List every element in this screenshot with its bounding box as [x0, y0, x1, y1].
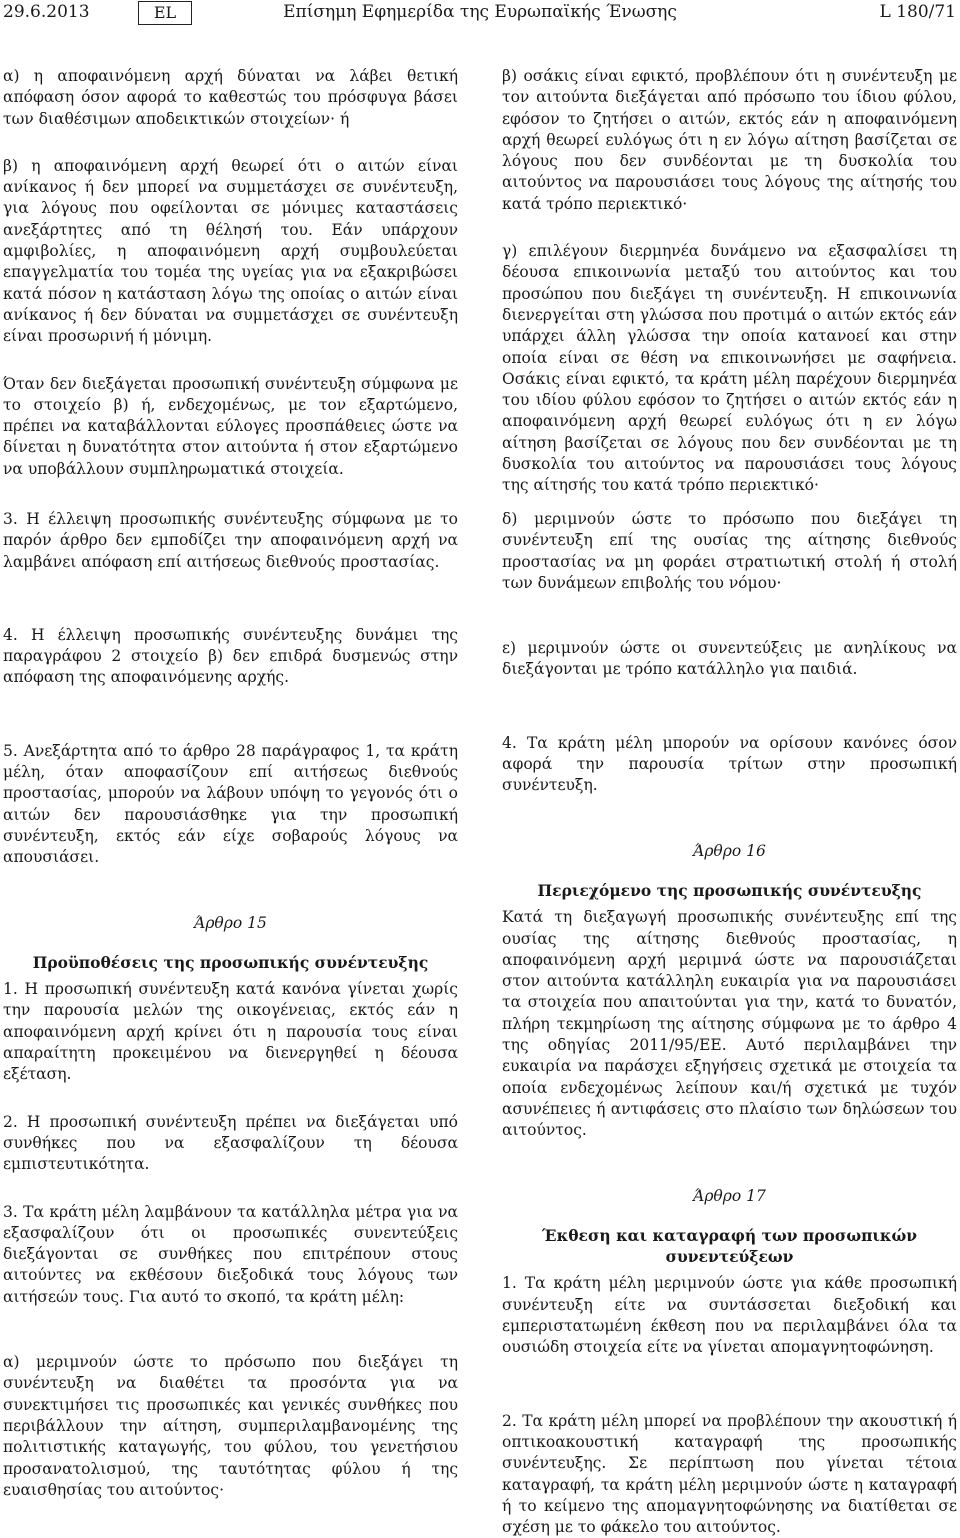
- journal-title: Επίσημη Εφημερίδα της Ευρωπαϊκής Ένωσης: [283, 2, 677, 22]
- article-15-para-3: 3. Τα κράτη μέλη λαμβάνουν τα κατάλληλα μέτρα για να εξασφαλίζουν ότι οι προσωπικές συνεντεύξεις διεξάγονται σε συνθήκες που επιτρέπουν στους αιτούντες να εκθέσουν διεξοδικά τους λόγους των αιτήσεών τους. Για αυτό το σκοπό, τα κράτη μέλη:: [3, 1202, 458, 1306]
- article-15-item-c: γ) επιλέγουν διερμηνέα δυνάμενο να εξασφαλίσει τη δέουσα επικοινωνία μεταξύ του αιτούντος και του προσώπου που διεξάγει τη συνέντευξη. Η επικοινωνία διενεργείται στη γλώσσα που προτιμά ο αιτών εκτός εάν υπάρχει άλλη γλώσσα την οποία κατανοεί και στην οποία είναι σε θέση να επικοινωνήσει με σαφήνεια. Οσάκις είναι εφικτό, τα κράτη μέλη παρέχουν διερμηνέα του ιδίου φύλου εφόσον το ζητήσει ο αιτών εκτός εάν η αποφαινόμενη αρχή θεωρεί ευλόγως ότι η εν λόγω αίτηση βασίζεται σε λόγους που δεν συνδέονται με τη δυσκολία του αιτούντος να παρουσιάσει τους λόγους της αίτησής του κατά τρόπο περιεκτικό·: [502, 242, 957, 495]
- article-15-para-2: 2. Η προσωπική συνέντευξη πρέπει να διεξάγεται υπό συνθήκες που να εξασφαλίζουν τη δέουσα εμπιστευτικότητα.: [3, 1112, 458, 1174]
- article-16-heading: Περιεχόμενο της προσωπικής συνέντευξης: [537, 880, 922, 900]
- publication-date: 29.6.2013: [3, 2, 90, 22]
- article-16-body: Κατά τη διεξαγωγή προσωπικής συνέντευξης επί της ουσίας της αίτησης διεθνούς προστασίας, η αποφαινόμενη αρχή μεριμνά ώστε να παρουσιάζεται στον αιτούντα κατάλληλη ευκαιρία για να παρουσιάσει τα στοιχεία που απαιτούνται για την, κατά το δυνατόν, πλήρη τεκμηρίωση της αίτησης σύμφωνα με το άρθρο 4 της οδηγίας 2011/95/ΕΕ. Αυτό περιλαμβάνει την ευκαιρία να παράσχει εξηγήσεις σχετικά με στοιχεία τα οποία ενδεχομένως λείπουν και/ή σχετικά με τυχόν ασυνέπειες ή αντιφάσεις στο πλαίσιο των δηλώσεων του αιτούντος.: [502, 908, 957, 1140]
- article-17-heading: Έκθεση και καταγραφή των προσωπικών συνεντεύξεων: [541, 1225, 918, 1267]
- article-15-item-d: δ) μεριμνούν ώστε το πρόσωπο που διεξάγει τη συνέντευξη επί της ουσίας της αίτησης διεθνούς προστασίας να μη φοράει στρατιωτική στολή ή στολή των δυνάμεων επιβολής του νόμου·: [502, 510, 957, 592]
- paragraph-no-interview: Όταν δεν διεξάγεται προσωπική συνέντευξη σύμφωνα με το στοιχείο β) ή, ενδεχομένως, με τον εξαρτώμενο, πρέπει να καταβάλλονται εύλογες προσπάθειες ώστε να δίνεται η δυνατότητα στον αιτούντα ή στον εξαρτώμενο να υποβάλλουν συμπληρωματικά στοιχεία.: [3, 374, 458, 478]
- article-17-title: Άρθρο 17: [693, 1186, 766, 1205]
- article-15-para-1: 1. Η προσωπική συνέντευξη κατά κανόνα γίνεται χωρίς την παρουσία μελών της οικογένειας, εκτός εάν η αποφαινόμενη αρχή κρίνει ότι η παρουσία τους είναι απαραίτητη προκειμένου να διενεργηθεί η δέουσα εξέταση.: [3, 980, 458, 1084]
- article-15-item-e: ε) μεριμνούν ώστε οι συνεντεύξεις με ανηλίκους να διεξάγονται με τρόπο κατάλληλο για παιδιά.: [502, 639, 957, 679]
- item-a: α) η αποφαινόμενη αρχή δύναται να λάβει θετική απόφαση όσον αφορά το καθεστώς του πρόσφυγα βάσει των διαθέσιμων αποδεικτικών στοιχείων· ή: [3, 67, 458, 128]
- article-15-heading: Προϋποθέσεις της προσωπικής συνέντευξης: [32, 952, 429, 972]
- right-column-lower: [502, 509, 957, 1538]
- article-15-item-a: α) μεριμνούν ώστε το πρόσωπο που διεξάγει τη συνέντευξη να διαθέτει τα προσόντα για να συνεκτιμήσει τις προσωπικές και γενικές συνθήκες που περιβάλλουν την αίτηση, συμπεριλαμβανομένης της πολιτιστικής καταγωγής, του φύλου, του γενετήσιου προσανατολισμού, της ταυτότητας φύλου ή της ευαισθησίας του αιτούντος·: [3, 1353, 458, 1499]
- page-number: L 180/71: [879, 2, 956, 22]
- left-column: [3, 66, 458, 480]
- article-15-title: Άρθρο 15: [194, 913, 267, 932]
- paragraph-3: 3. Η έλλειψη προσωπικής συνέντευξης σύμφωνα με το παρόν άρθρο δεν εμποδίζει την αποφαινόμενη αρχή να λαμβάνει απόφαση επί αιτήσεως διεθνούς προστασίας.: [3, 510, 458, 571]
- article-16-title: Άρθρο 16: [693, 841, 766, 860]
- paragraph-4: 4. Η έλλειψη προσωπικής συνέντευξης δυνάμει της παραγράφου 2 στοιχείο β) δεν επιδρά δυσμενώς στην απόφαση της αποφαινόμενης αρχής.: [3, 625, 458, 687]
- paragraph-5: 5. Ανεξάρτητα από το άρθρο 28 παράγραφος 1, τα κράτη μέλη, όταν αποφασίζουν επί αιτήσεως διεθνούς προστασίας, μπορούν να λάβουν υπόψη το γεγονός ότι ο αιτών δεν παρουσιάσθηκε για την προσωπική συνέντευξη, εκτός εάν είχε σοβαρούς λόγους να απουσιάσει.: [3, 741, 458, 867]
- article-15-para-4: 4. Τα κράτη μέλη μπορούν να ορίσουν κανόνες όσον αφορά την παρουσία τρίτων στην προσωπική συνέντευξη.: [502, 733, 957, 795]
- article-17-para-1: 1. Τα κράτη μέλη μεριμνούν ώστε για κάθε προσωπική συνέντευξη είτε να συντάσσεται διεξοδική και εμπεριστατωμένη έκθεση που να περιλαμβάνει όλα τα ουσιώδη στοιχεία είτε να γίνεται απομαγνητοφώνηση.: [502, 1274, 957, 1357]
- left-column-lower: [3, 509, 458, 1501]
- page-header: [0, 0, 960, 36]
- article-15-item-b: β) οσάκις είναι εφικτό, προβλέπουν ότι η συνέντευξη με τον αιτούντα διεξάγεται από πρόσωπο του ίδιου φύλου, εφόσον το ζητήσει ο αιτών, εκτός εάν η αποφαινόμενη αρχή θεωρεί ευλόγως ότι η εν λόγω αίτηση βασίζεται σε λόγους που δεν συνδέονται με τη δυσκολία του αιτούντος να παρουσιάσει τους λόγους της αίτησής του κατά τρόπο περιεκτικό·: [502, 67, 957, 213]
- language-badge: EL: [138, 1, 192, 25]
- article-17-para-2: 2. Τα κράτη μέλη μπορεί να προβλέπουν την ακουστική ή οπτικοακουστική καταγραφή της προσωπικής συνέντευξης. Σε περίπτωση που γίνεται τέτοια καταγραφή, τα κράτη μέλη μεριμνούν ώστε η καταγραφή ή το κείμενο της απομαγνητοφώνησης να διατίθεται σε σχέση με το φάκελο του αιτούντος.: [502, 1411, 957, 1537]
- right-column: [502, 66, 957, 497]
- item-b: β) η αποφαινόμενη αρχή θεωρεί ότι ο αιτών είναι ανίκανος ή δεν μπορεί να συμμετάσχει σε συνέντευξη, για λόγους που οφείλονται σε μόνιμες καταστάσεις ανεξάρτητες από τη θέλησή του. Εάν υπάρχουν αμφιβολίες, η αποφαινόμενη αρχή συμβουλεύεται επαγγελματία του τομέα της υγείας για να εξακριβώσει κατά πόσον η κατάσταση λόγω της οποίας ο αιτών είναι ανίκανος ή δεν δύναται να συμμετάσχει σε συνέντευξη είναι προσωρινή ή μόνιμη.: [3, 156, 458, 346]
